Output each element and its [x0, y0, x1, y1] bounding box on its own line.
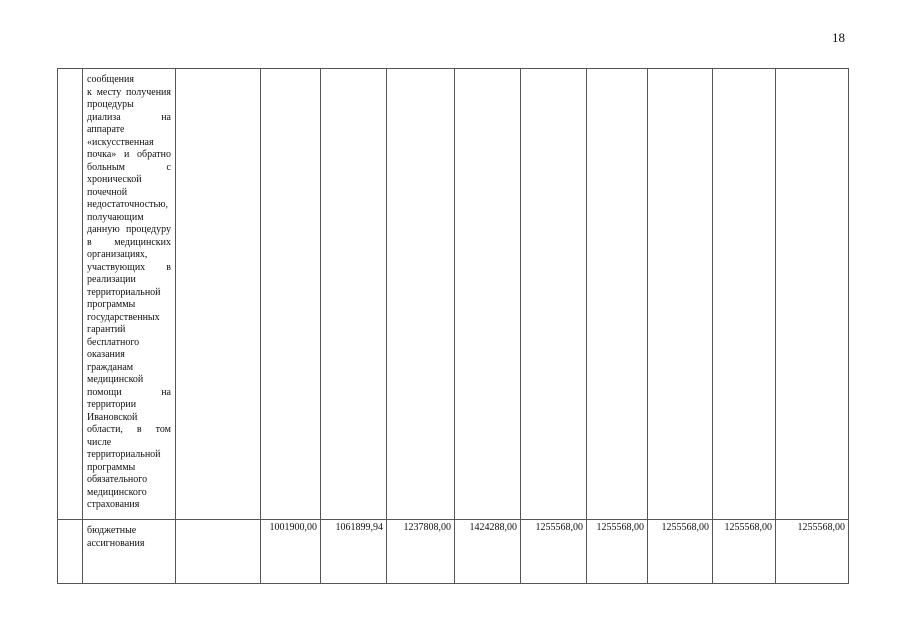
value-cell: 1255568,00 [776, 520, 849, 584]
description-line: программы [87, 299, 136, 310]
table-cell [176, 520, 261, 584]
table-cell [521, 69, 587, 520]
description-line: участвующих в [87, 261, 171, 273]
table-cell [387, 69, 455, 520]
table-row [58, 520, 849, 584]
description-line: медицинского [87, 486, 147, 498]
value-cell: 1061899,94 [321, 520, 387, 584]
value-cell: 1237808,00 [387, 520, 455, 584]
table-cell [176, 69, 261, 520]
table-cell [455, 69, 521, 520]
description-line: сообщения [87, 74, 134, 85]
description-line: гражданам [87, 361, 134, 373]
table-row [58, 69, 849, 520]
table-cell [58, 520, 83, 584]
description-line: государственных [87, 311, 160, 323]
description-line: территории [87, 399, 137, 410]
value-cell: 1255568,00 [713, 520, 776, 584]
description-line: к месту получения [87, 86, 171, 98]
value-cell: 1001900,00 [261, 520, 321, 584]
description-line: территориальной [87, 286, 161, 298]
description-line: организациях, [87, 249, 148, 260]
description-line: территориальной [87, 449, 161, 460]
value-cell: 1255568,00 [587, 520, 648, 584]
description-line: числе [87, 436, 112, 448]
description-line: аппарате [87, 124, 125, 135]
description-line: «искусственная [87, 136, 154, 148]
description-line: обязательного [87, 474, 148, 485]
description-line: бесплатного [87, 336, 140, 348]
description-text [87, 74, 171, 512]
description-line: оказания [87, 349, 125, 360]
description-line: хронической [87, 174, 142, 185]
description-cell [83, 69, 176, 520]
description-line: Ивановской [87, 411, 138, 423]
table-cell [648, 69, 713, 520]
description-line: гарантий [87, 324, 126, 335]
description-line: помощи на [87, 386, 171, 398]
description-line: реализации [87, 274, 136, 285]
value-cell: 1255568,00 [648, 520, 713, 584]
table-cell [58, 69, 83, 520]
description-line: области, в том [87, 424, 171, 435]
description-line: недостаточностью, [87, 199, 169, 210]
description-line: данную процедуру [87, 224, 171, 235]
budget-table [57, 68, 849, 584]
description-line: в медицинских [87, 236, 171, 248]
table-cell [261, 69, 321, 520]
description-line: медицинской [87, 374, 144, 385]
table-cell [321, 69, 387, 520]
page-number: 18 [832, 30, 845, 45]
description-line: процедуры [87, 99, 134, 110]
description-line: страхования [87, 499, 140, 510]
funding-source-cell: бюджетные ассигнования [83, 520, 176, 584]
table-cell [713, 69, 776, 520]
description-line: почка» и обратно [87, 149, 171, 160]
description-line: программы [87, 461, 136, 473]
table-cell [776, 69, 849, 520]
value-cell: 1255568,00 [521, 520, 587, 584]
table-cell [587, 69, 648, 520]
description-line: больным с [87, 161, 171, 173]
description-line: почечной [87, 186, 128, 198]
value-cell: 1424288,00 [455, 520, 521, 584]
description-line: диализа на [87, 111, 171, 123]
description-line: получающим [87, 211, 144, 223]
